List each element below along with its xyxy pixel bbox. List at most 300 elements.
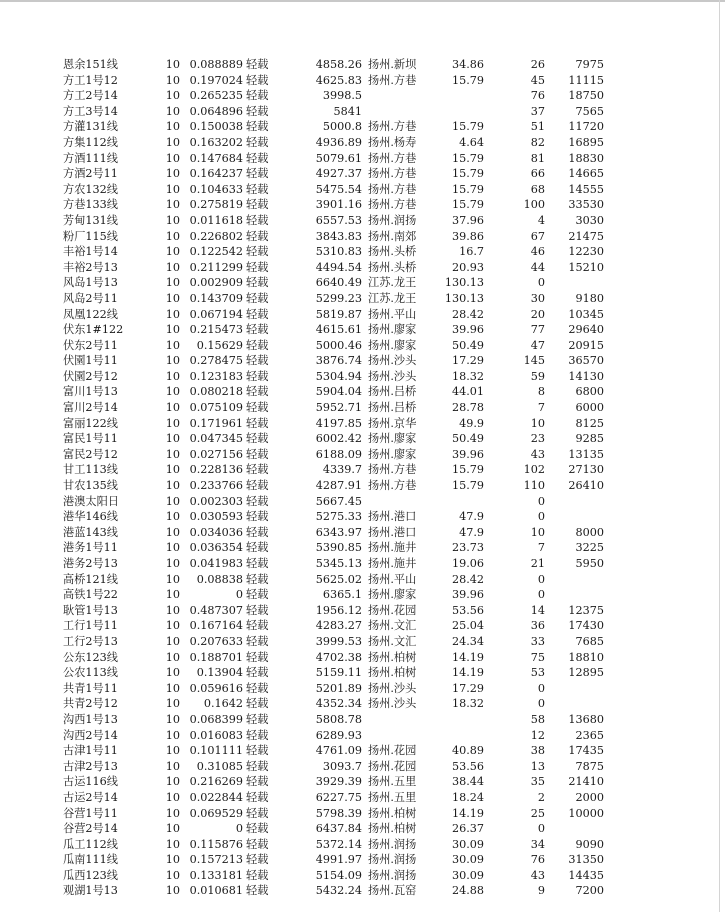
load-status-cell: 轻载 (246, 463, 269, 477)
distance-cell: 16.7 (459, 245, 484, 259)
capacity-cell: 17430 (568, 619, 604, 633)
substation-cell: 扬州.头桥 (368, 245, 417, 259)
load-status-cell: 轻载 (246, 213, 269, 227)
table-row (0, 837, 725, 853)
count-cell: 23 (530, 432, 545, 446)
load-status-cell: 轻载 (246, 307, 269, 321)
line-name-cell: 古津2号13 (63, 759, 118, 773)
capacity-cell: 9180 (575, 291, 604, 305)
table-row (0, 696, 725, 712)
count-cell: 4 (537, 213, 545, 227)
count-cell: 8 (537, 385, 545, 399)
distance-cell: 39.96 (451, 588, 484, 602)
rate-cell: 0.101111 (189, 744, 243, 758)
voltage-cell: 10 (165, 853, 180, 867)
value-cell: 4858.26 (315, 58, 362, 71)
count-cell: 66 (530, 167, 545, 181)
capacity-cell: 9285 (575, 432, 604, 446)
distance-cell: 130.13 (444, 291, 484, 305)
voltage-cell: 10 (165, 323, 180, 337)
line-name-cell: 凤凰122线 (63, 307, 118, 321)
count-cell: 10 (530, 416, 545, 430)
capacity-cell: 10000 (568, 806, 604, 820)
rate-cell: 0.265235 (189, 89, 243, 103)
rate-cell: 0.171961 (189, 416, 243, 430)
load-status-cell: 轻载 (246, 479, 269, 493)
line-name-cell: 方集112线 (63, 135, 118, 149)
capacity-cell: 13135 (568, 447, 604, 461)
load-status-cell: 轻载 (246, 447, 269, 461)
rate-cell: 0.069529 (189, 806, 243, 820)
table-row (0, 73, 725, 89)
value-cell: 5079.61 (315, 151, 362, 165)
table-row (0, 743, 725, 759)
capacity-cell: 7200 (575, 884, 604, 898)
value-cell: 6557.53 (315, 213, 362, 227)
line-name-cell: 方工3号14 (63, 104, 118, 118)
load-status-cell: 轻载 (246, 837, 269, 851)
line-name-cell: 沟西1号13 (63, 712, 118, 726)
table-row (0, 868, 725, 884)
load-status-cell: 轻载 (246, 666, 269, 680)
substation-cell: 扬州.港口 (368, 510, 417, 524)
table-row (0, 540, 725, 556)
value-cell: 3998.5 (322, 89, 362, 103)
line-name-cell: 方巷133线 (63, 198, 118, 212)
value-cell: 4283.27 (315, 619, 362, 633)
count-cell: 0 (537, 510, 545, 524)
load-status-cell: 轻载 (246, 775, 269, 789)
substation-cell: 扬州.廖家 (368, 323, 417, 337)
line-name-cell: 耿管1号13 (63, 603, 118, 617)
line-name-cell: 富川2号14 (63, 401, 118, 415)
table-row (0, 135, 725, 151)
voltage-cell: 10 (165, 572, 180, 586)
table-row (0, 416, 725, 432)
table-row (0, 353, 725, 369)
substation-cell: 扬州.花园 (368, 603, 417, 617)
count-cell: 14 (530, 603, 545, 617)
rate-cell: 0.233766 (189, 479, 243, 493)
rate-cell: 0.15629 (196, 338, 243, 352)
line-name-cell: 古运2号14 (63, 790, 118, 804)
load-status-cell: 轻载 (246, 151, 269, 165)
rate-cell: 0.1642 (203, 697, 243, 711)
substation-cell: 扬州.廖家 (368, 447, 417, 461)
value-cell: 5201.89 (315, 681, 362, 695)
value-cell: 3876.74 (315, 354, 362, 368)
count-cell: 13 (530, 759, 545, 773)
voltage-cell: 10 (165, 510, 180, 524)
voltage-cell: 10 (165, 260, 180, 274)
voltage-cell: 10 (165, 120, 180, 134)
rate-cell: 0.122542 (189, 245, 243, 259)
voltage-cell: 10 (165, 712, 180, 726)
value-cell: 4615.61 (315, 323, 362, 337)
count-cell: 67 (530, 229, 545, 243)
line-name-cell: 港澳太阳日 (63, 494, 119, 508)
voltage-cell: 10 (165, 291, 180, 305)
line-name-cell: 富丽122线 (63, 416, 118, 430)
substation-cell: 扬州.施井 (368, 557, 417, 570)
substation-cell: 扬州.方巷 (368, 167, 417, 181)
load-status-cell: 轻载 (246, 401, 269, 415)
table-row (0, 587, 725, 603)
table-row (0, 400, 725, 416)
line-name-cell: 方工1号12 (63, 73, 118, 87)
count-cell: 82 (530, 135, 545, 149)
distance-cell: 14.19 (451, 650, 484, 664)
voltage-cell: 10 (165, 89, 180, 103)
rate-cell: 0.157213 (189, 853, 243, 867)
distance-cell: 4.64 (459, 135, 484, 149)
voltage-cell: 10 (165, 681, 180, 695)
rate-cell: 0.150038 (189, 120, 243, 134)
value-cell: 5390.85 (315, 541, 362, 555)
voltage-cell: 10 (165, 557, 180, 570)
substation-cell: 扬州.平山 (368, 307, 417, 321)
count-cell: 10 (530, 525, 545, 539)
line-name-cell: 甘农135线 (63, 479, 118, 493)
voltage-cell: 10 (165, 728, 180, 742)
table-row (0, 852, 725, 868)
rate-cell: 0.278475 (189, 354, 243, 368)
rate-cell: 0.059616 (189, 681, 243, 695)
load-status-cell: 轻载 (246, 759, 269, 773)
value-cell: 6640.49 (315, 276, 362, 290)
value-cell: 3093.7 (322, 759, 362, 773)
rate-cell: 0.215473 (189, 323, 243, 337)
load-status-cell: 轻载 (246, 868, 269, 882)
table-row (0, 57, 725, 73)
load-status-cell: 轻载 (246, 525, 269, 539)
distance-cell: 25.04 (451, 619, 484, 633)
rate-cell: 0.228136 (189, 463, 243, 477)
load-status-cell: 轻载 (246, 884, 269, 898)
line-name-cell: 古运116线 (63, 775, 118, 789)
distance-cell: 15.79 (451, 198, 484, 212)
capacity-cell: 21410 (568, 775, 604, 789)
value-cell: 6365.1 (322, 588, 362, 602)
count-cell: 0 (537, 822, 545, 836)
table-row (0, 603, 725, 619)
substation-cell: 扬州.柏树 (368, 806, 417, 820)
table-row (0, 166, 725, 182)
rate-cell: 0.143709 (189, 291, 243, 305)
substation-cell: 扬州.新坝 (368, 58, 417, 71)
rate-cell: 0.163202 (189, 135, 243, 149)
capacity-cell: 12375 (568, 603, 604, 617)
capacity-cell: 17435 (568, 744, 604, 758)
value-cell: 4494.54 (315, 260, 362, 274)
distance-cell: 28.78 (451, 401, 484, 415)
distance-cell: 50.49 (451, 338, 484, 352)
rate-cell: 0.164237 (189, 167, 243, 181)
distance-cell: 20.93 (451, 260, 484, 274)
distance-cell: 24.34 (451, 634, 484, 648)
rate-cell: 0.088889 (189, 58, 243, 71)
table-row (0, 556, 725, 572)
substation-cell: 扬州.吕桥 (368, 401, 417, 415)
capacity-cell: 3225 (575, 541, 604, 555)
rate-cell: 0.08838 (196, 572, 243, 586)
voltage-cell: 10 (165, 884, 180, 898)
load-status-cell: 轻载 (246, 291, 269, 305)
count-cell: 51 (530, 120, 545, 134)
capacity-cell: 14555 (568, 182, 604, 196)
substation-cell: 江苏.龙王 (368, 276, 417, 290)
table-row (0, 384, 725, 400)
capacity-cell: 18810 (568, 650, 604, 664)
table-row (0, 618, 725, 634)
distance-cell: 39.96 (451, 323, 484, 337)
line-name-cell: 公东123线 (63, 650, 118, 664)
line-name-cell: 共青2号12 (63, 697, 118, 711)
count-cell: 76 (530, 89, 545, 103)
distance-cell: 15.79 (451, 151, 484, 165)
voltage-cell: 10 (165, 369, 180, 383)
line-name-cell: 公农113线 (63, 666, 118, 680)
substation-cell: 扬州.五里 (368, 790, 417, 804)
value-cell: 5159.11 (315, 666, 362, 680)
count-cell: 0 (537, 697, 545, 711)
table-row (0, 650, 725, 666)
voltage-cell: 10 (165, 463, 180, 477)
substation-cell: 扬州.杨寿 (368, 135, 417, 149)
count-cell: 25 (530, 806, 545, 820)
rate-cell: 0.067194 (189, 307, 243, 321)
count-cell: 81 (530, 151, 545, 165)
value-cell: 5000.8 (322, 120, 362, 134)
count-cell: 36 (530, 619, 545, 633)
load-status-cell: 轻载 (246, 510, 269, 524)
voltage-cell: 10 (165, 603, 180, 617)
value-cell: 3901.16 (315, 198, 362, 212)
distance-cell: 53.56 (451, 759, 484, 773)
line-name-cell: 港务1号11 (63, 541, 118, 555)
line-name-cell: 高铁1号22 (63, 588, 118, 602)
capacity-cell: 14435 (568, 868, 604, 882)
voltage-cell: 10 (165, 307, 180, 321)
table-row (0, 431, 725, 447)
distance-cell: 17.29 (451, 681, 484, 695)
distance-cell: 15.79 (451, 479, 484, 493)
count-cell: 44 (530, 260, 545, 274)
value-cell: 6002.42 (315, 432, 362, 446)
distance-cell: 30.09 (451, 853, 484, 867)
voltage-cell: 10 (165, 479, 180, 493)
count-cell: 20 (530, 307, 545, 321)
distance-cell: 15.79 (451, 73, 484, 87)
rate-cell: 0.011618 (189, 213, 243, 227)
load-status-cell: 轻载 (246, 541, 269, 555)
table-row (0, 634, 725, 650)
line-name-cell: 富川1号13 (63, 385, 118, 399)
load-status-cell: 轻载 (246, 276, 269, 290)
sheet-top-border (0, 0, 725, 2)
substation-cell: 江苏.龙王 (368, 291, 417, 305)
voltage-cell: 10 (165, 104, 180, 118)
count-cell: 26 (530, 58, 545, 71)
voltage-cell: 10 (165, 868, 180, 882)
table-row (0, 494, 725, 510)
table-row (0, 478, 725, 494)
value-cell: 4339.7 (322, 463, 362, 477)
table-row (0, 681, 725, 697)
distance-cell: 15.79 (451, 167, 484, 181)
capacity-cell: 16895 (568, 135, 604, 149)
line-name-cell: 古津1号11 (63, 744, 118, 758)
substation-cell: 扬州.吕桥 (368, 385, 417, 399)
capacity-cell: 11720 (568, 120, 604, 134)
table-row (0, 447, 725, 463)
line-name-cell: 方酒111线 (63, 151, 118, 165)
value-cell: 4287.91 (315, 479, 362, 493)
rate-cell: 0.002909 (189, 276, 243, 290)
table-row (0, 151, 725, 167)
rate-cell: 0.207633 (189, 634, 243, 648)
distance-cell: 49.9 (459, 416, 484, 430)
count-cell: 53 (530, 666, 545, 680)
table-row (0, 665, 725, 681)
substation-cell: 扬州.头桥 (368, 260, 417, 274)
rate-cell: 0.13904 (196, 666, 243, 680)
load-status-cell: 轻载 (246, 790, 269, 804)
value-cell: 5154.09 (315, 868, 362, 882)
voltage-cell: 10 (165, 588, 180, 602)
line-name-cell: 富民1号11 (63, 432, 118, 446)
substation-cell: 扬州.港口 (368, 525, 417, 539)
capacity-cell: 7685 (575, 634, 604, 648)
line-name-cell: 工行1号11 (63, 619, 118, 633)
load-status-cell: 轻载 (246, 494, 269, 508)
capacity-cell: 10345 (568, 307, 604, 321)
table-row (0, 572, 725, 588)
load-status-cell: 轻载 (246, 712, 269, 726)
voltage-cell: 10 (165, 759, 180, 773)
capacity-cell: 14130 (568, 369, 604, 383)
value-cell: 5275.33 (315, 510, 362, 524)
line-name-cell: 沟西2号14 (63, 728, 118, 742)
value-cell: 1956.12 (315, 603, 362, 617)
substation-cell: 扬州.柏树 (368, 650, 417, 664)
substation-cell: 扬州.润扬 (368, 853, 417, 867)
count-cell: 0 (537, 276, 545, 290)
line-name-cell: 甘工113线 (63, 463, 118, 477)
count-cell: 75 (530, 650, 545, 664)
value-cell: 5952.71 (315, 401, 362, 415)
distance-cell: 39.86 (451, 229, 484, 243)
line-name-cell: 观湖1号13 (63, 884, 118, 898)
count-cell: 7 (537, 401, 545, 415)
voltage-cell: 10 (165, 135, 180, 149)
distance-cell: 18.32 (451, 697, 484, 711)
rate-cell: 0.047345 (189, 432, 243, 446)
line-name-cell: 丰裕2号13 (63, 260, 118, 274)
rate-cell: 0 (235, 822, 243, 836)
table-row (0, 275, 725, 291)
value-cell: 5372.14 (315, 837, 362, 851)
table-row (0, 369, 725, 385)
count-cell: 77 (530, 323, 545, 337)
count-cell: 45 (530, 73, 545, 87)
value-cell: 5299.23 (315, 291, 362, 305)
substation-cell: 扬州.柏树 (368, 666, 417, 680)
capacity-cell: 18750 (568, 89, 604, 103)
load-status-cell: 轻载 (246, 744, 269, 758)
substation-cell: 扬州.花园 (368, 759, 417, 773)
line-name-cell: 恩余151线 (63, 58, 118, 71)
load-status-cell: 轻载 (246, 806, 269, 820)
count-cell: 100 (523, 198, 545, 212)
capacity-cell: 20915 (568, 338, 604, 352)
value-cell: 4761.09 (315, 744, 362, 758)
table-row (0, 462, 725, 478)
substation-cell: 扬州.花园 (368, 744, 417, 758)
load-status-cell: 轻载 (246, 385, 269, 399)
voltage-cell: 10 (165, 229, 180, 243)
distance-cell: 47.9 (459, 525, 484, 539)
voltage-cell: 10 (165, 385, 180, 399)
count-cell: 7 (537, 541, 545, 555)
table-row (0, 182, 725, 198)
line-name-cell: 方酒2号11 (63, 167, 118, 181)
distance-cell: 37.96 (451, 213, 484, 227)
load-status-cell: 轻载 (246, 135, 269, 149)
line-name-cell: 粉厂115线 (63, 229, 118, 243)
capacity-cell: 8000 (575, 525, 604, 539)
substation-cell: 扬州.润扬 (368, 213, 417, 227)
count-cell: 35 (530, 775, 545, 789)
line-name-cell: 丰裕1号14 (63, 245, 118, 259)
rate-cell: 0.123183 (189, 369, 243, 383)
load-status-cell: 轻载 (246, 369, 269, 383)
load-status-cell: 轻载 (246, 650, 269, 664)
count-cell: 21 (530, 557, 545, 570)
capacity-cell: 12895 (568, 666, 604, 680)
distance-cell: 28.42 (451, 572, 484, 586)
distance-cell: 53.56 (451, 603, 484, 617)
capacity-cell: 18830 (568, 151, 604, 165)
voltage-cell: 10 (165, 245, 180, 259)
distance-cell: 28.42 (451, 307, 484, 321)
table-row (0, 119, 725, 135)
substation-cell: 扬州.方巷 (368, 479, 417, 493)
capacity-cell: 9090 (575, 837, 604, 851)
rate-cell: 0.216269 (189, 775, 243, 789)
substation-cell: 扬州.方巷 (368, 198, 417, 212)
substation-cell: 扬州.京华 (368, 416, 417, 430)
count-cell: 0 (537, 494, 545, 508)
load-status-cell: 轻载 (246, 323, 269, 337)
value-cell: 5345.13 (315, 557, 362, 570)
rate-cell: 0.167164 (189, 619, 243, 633)
capacity-cell: 33530 (568, 198, 604, 212)
distance-cell: 15.79 (451, 182, 484, 196)
substation-cell: 扬州.方巷 (368, 151, 417, 165)
distance-cell: 17.29 (451, 354, 484, 368)
value-cell: 3929.39 (315, 775, 362, 789)
distance-cell: 39.96 (451, 447, 484, 461)
distance-cell: 15.79 (451, 120, 484, 134)
distance-cell: 18.24 (451, 790, 484, 804)
table-row (0, 291, 725, 307)
rate-cell: 0.115876 (189, 837, 243, 851)
rate-cell: 0.226802 (189, 229, 243, 243)
line-name-cell: 伏东2号11 (63, 338, 118, 352)
load-status-cell: 轻载 (246, 416, 269, 430)
count-cell: 0 (537, 681, 545, 695)
